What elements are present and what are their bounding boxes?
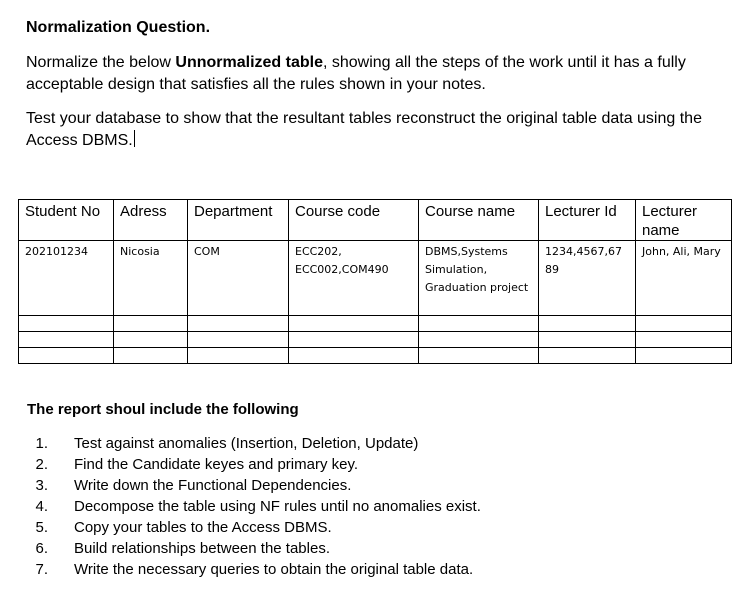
header-cell: Lecturer Id (539, 200, 636, 241)
empty-cell (289, 316, 419, 332)
list-number: 7. (35, 561, 48, 578)
instruction-paragraph (26, 52, 726, 96)
header-cell: Department (188, 200, 289, 241)
list-text: Build relationships between the tables. (74, 540, 330, 557)
empty-cell (539, 348, 636, 364)
paragraph-text: , showing all the steps of the work until it has a fully acceptable design that satisfies all the rules shown in your notes. (26, 54, 686, 93)
list-text: Find the Candidate keyes and primary key. (74, 456, 359, 473)
empty-table-row (19, 316, 732, 332)
list-number: 3. (35, 477, 48, 494)
report-heading: The report shoul include the following (27, 401, 299, 418)
paragraph-bold-text: Unnormalized table (175, 54, 323, 71)
empty-cell (19, 316, 114, 332)
list-number: 4. (35, 498, 48, 515)
empty-cell (114, 316, 188, 332)
text-cursor (134, 130, 135, 147)
list-item (28, 517, 481, 538)
list-text: Write down the Functional Dependencies. (74, 477, 352, 494)
table-row (19, 241, 732, 316)
list-item (28, 475, 481, 496)
empty-cell (539, 332, 636, 348)
empty-cell (114, 332, 188, 348)
list-number: 2. (35, 456, 48, 473)
list-text: Decompose the table using NF rules until no anomalies exist. (74, 498, 481, 515)
cell-lecturer-name: John, Ali, Mary (636, 241, 732, 316)
empty-cell (188, 348, 289, 364)
paragraph-text: Test your database to show that the resultant tables reconstruct the original table data using the Access DBMS. (26, 110, 702, 149)
empty-table-row (19, 348, 732, 364)
list-number: 6. (35, 540, 48, 557)
header-cell: Student No (19, 200, 114, 241)
list-item (28, 496, 481, 517)
unnormalized-table (18, 199, 732, 364)
empty-cell (636, 348, 732, 364)
list-item (28, 559, 481, 580)
list-number: 5. (35, 519, 48, 536)
table-header-row (19, 200, 732, 241)
header-cell: Lecturer name (636, 200, 732, 241)
cell-address: Nicosia (114, 241, 188, 316)
empty-cell (289, 348, 419, 364)
empty-cell (19, 332, 114, 348)
list-item (28, 454, 481, 475)
list-text: Copy your tables to the Access DBMS. (74, 519, 332, 536)
empty-cell (188, 332, 289, 348)
empty-cell (636, 332, 732, 348)
empty-cell (19, 348, 114, 364)
list-item (28, 538, 481, 559)
cell-lecturer-id: 1234,4567,67 89 (539, 241, 636, 316)
empty-cell (636, 316, 732, 332)
empty-cell (539, 316, 636, 332)
paragraph-text: Normalize the below (26, 54, 176, 71)
header-cell: Course name (419, 200, 539, 241)
header-cell: Adress (114, 200, 188, 241)
empty-cell (419, 348, 539, 364)
report-requirements-list (28, 433, 481, 580)
cell-course-name: DBMS,Systems Simulation, Graduation project (419, 241, 539, 316)
cell-student-no: 202101234 (19, 241, 114, 316)
empty-cell (419, 316, 539, 332)
cell-course-code: ECC202, ECC002,COM490 (289, 241, 419, 316)
list-number: 1. (35, 435, 48, 452)
list-item (28, 433, 481, 454)
list-text: Test against anomalies (Insertion, Deletion, Update) (74, 435, 419, 452)
empty-table-row (19, 332, 732, 348)
document-title: Normalization Question. (26, 19, 211, 36)
empty-cell (188, 316, 289, 332)
test-paragraph[interactable] (26, 108, 726, 152)
empty-cell (289, 332, 419, 348)
list-text: Write the necessary queries to obtain the original table data. (74, 561, 474, 578)
empty-cell (114, 348, 188, 364)
empty-cell (419, 332, 539, 348)
header-cell: Course code (289, 200, 419, 241)
cell-department: COM (188, 241, 289, 316)
